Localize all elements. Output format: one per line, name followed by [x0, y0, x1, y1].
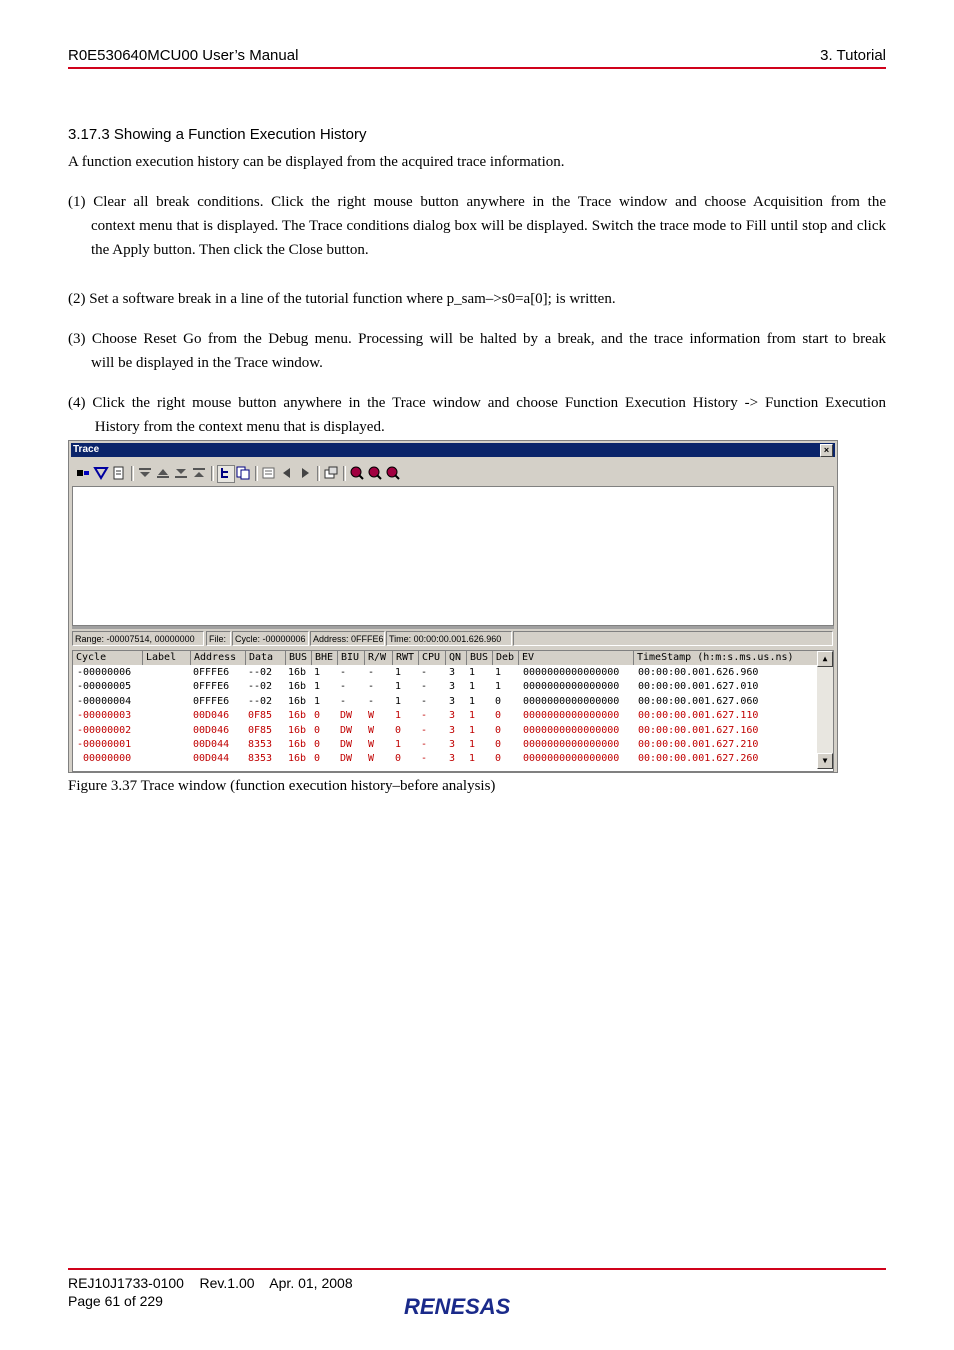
table-cell: 0F85 — [248, 710, 273, 722]
table-cell: 1 — [314, 667, 321, 678]
trace-title: Trace — [73, 444, 100, 455]
table-cell: 16b — [288, 739, 307, 750]
step-1-line1: (1) Clear all break conditions. Click the right mouse button anywhere in the Trace window and choose Acquisition from the — [68, 194, 886, 210]
table-cell: - — [421, 739, 428, 750]
table-cell: - — [421, 724, 428, 736]
section-title: 3.17.3 Showing a Function Execution History — [68, 126, 367, 143]
step-1 — [68, 190, 886, 262]
col-bus[interactable]: BUS — [286, 651, 312, 665]
table-cell: 00:00:00.001.627.160 — [638, 724, 759, 736]
table-cell: 0000000000000000 — [523, 739, 620, 750]
table-cell: 1 — [395, 739, 402, 750]
table-cell: W — [368, 710, 375, 722]
table-cell: 0 — [495, 724, 502, 736]
previous-icon[interactable] — [279, 465, 295, 481]
table-cell: - — [421, 667, 428, 678]
col-ev[interactable]: EV — [519, 651, 634, 665]
col-address[interactable]: Address — [191, 651, 246, 665]
trace-toolbar — [73, 463, 833, 485]
table-cell: 1 — [469, 695, 476, 707]
table-cell: 16b — [288, 681, 307, 693]
table-cell: 0000000000000000 — [523, 681, 620, 693]
table-cell: 16b — [288, 753, 307, 765]
col-biu[interactable]: BIU — [338, 651, 365, 665]
table-cell: 00:00:00.001.627.060 — [638, 695, 759, 707]
table-cell: 3 — [449, 681, 456, 693]
document-icon[interactable] — [111, 465, 127, 481]
table-cell: 8353 — [248, 739, 273, 750]
step-3-rest: will be displayed in the Trace window. — [91, 355, 323, 371]
renesas-logo — [404, 1290, 552, 1320]
step-2-line1: (2) Set a software break in a line of the tutorial function where p_sam–>s0=a[0]; is written. — [68, 291, 616, 307]
table-cell: - — [421, 710, 428, 722]
col-bhe[interactable]: BHE — [312, 651, 338, 665]
table-cell: 0F85 — [248, 724, 273, 736]
footer-rule — [68, 1268, 886, 1270]
table-cell: 1 — [469, 739, 476, 750]
table-cell: - — [368, 681, 375, 693]
table-row[interactable] — [73, 666, 818, 680]
table-cell: 0 — [314, 753, 321, 765]
search-next-icon[interactable] — [385, 465, 401, 481]
table-cell: 0 — [314, 724, 321, 736]
expand-all-icon[interactable] — [155, 465, 171, 481]
table-cell: 0FFFE6 — [193, 695, 230, 707]
function-history-pane[interactable] — [72, 486, 834, 626]
toolbar-separator — [211, 466, 214, 481]
table-cell: 1 — [495, 681, 502, 693]
table-cell: 00D044 — [193, 753, 230, 765]
col-cycle[interactable]: Cycle — [73, 651, 143, 665]
table-cell: 16b — [288, 667, 307, 678]
table-cell: W — [368, 724, 375, 736]
collapse-icon[interactable] — [173, 465, 189, 481]
table-cell: - — [340, 681, 347, 693]
table-cell: 00D046 — [193, 710, 230, 722]
intro-paragraph: A function execution history can be displayed from the acquired trace information. — [68, 154, 565, 170]
table-header — [73, 651, 818, 665]
table-cell: W — [368, 753, 375, 765]
status-file: File: — [206, 631, 231, 646]
table-cell: 1 — [395, 681, 402, 693]
table-cell: 0 — [395, 724, 402, 736]
table-cell: 3 — [449, 724, 456, 736]
collapse-all-icon[interactable] — [137, 465, 153, 481]
col-rw[interactable]: R/W — [365, 651, 393, 665]
table-cell: 3 — [449, 710, 456, 722]
trace-titlebar — [71, 443, 835, 457]
table-cell: 0 — [395, 753, 402, 765]
stop-icon[interactable] — [75, 465, 91, 481]
table-cell: 0 — [314, 739, 321, 750]
table-cell: DW — [340, 753, 353, 765]
step-2 — [68, 287, 886, 311]
table-cell: - — [368, 667, 375, 678]
table-cell: 0FFFE6 — [193, 681, 230, 693]
table-cell: DW — [340, 724, 353, 736]
table-cell: - — [340, 695, 347, 707]
table-cell: 00:00:00.001.627.260 — [638, 753, 759, 765]
table-cell: 0000000000000000 — [523, 753, 620, 765]
search-prev-icon[interactable] — [367, 465, 383, 481]
trace-window — [68, 440, 838, 773]
status-empty — [513, 631, 833, 646]
status-time: Time: 00:00:00.001.626.960 — [386, 631, 512, 646]
expand-icon[interactable] — [191, 465, 207, 481]
svg-text:RENESAS: RENESAS — [404, 1294, 511, 1319]
trace-status-bar — [72, 630, 834, 647]
figure-caption: Figure 3.37 Trace window (function execution history–before analysis) — [68, 778, 496, 794]
table-row[interactable] — [73, 709, 818, 723]
status-range: Range: -00007514, 00000000 — [72, 631, 204, 646]
table-cell: 00:00:00.001.627.010 — [638, 681, 759, 693]
table-cell: 0FFFE6 — [193, 667, 230, 678]
table-cell: - — [421, 695, 428, 707]
col-bus2[interactable]: BUS — [467, 651, 493, 665]
footer-doc-info: REJ10J1733-0100 Rev.1.00 Apr. 01, 2008 — [68, 1275, 353, 1291]
table-cell: 0 — [495, 739, 502, 750]
table-row[interactable] — [73, 724, 818, 738]
tree-view-icon[interactable] — [217, 465, 235, 483]
table-cell: W — [368, 739, 375, 750]
table-cell: 0000000000000000 — [523, 667, 620, 678]
table-row[interactable] — [73, 738, 818, 752]
table-cell: -00000005 — [77, 681, 132, 693]
list-icon[interactable] — [261, 465, 277, 481]
table-cell: -00000001 — [77, 739, 132, 750]
step-1-rest: context menu that is displayed. The Trace conditions dialog box will be displayed. Switch the trace mode to Fill until stop and click the Apply button. Then click the Close button. — [91, 218, 886, 258]
table-cell: 1 — [469, 710, 476, 722]
table-cell: 1 — [469, 681, 476, 693]
col-qn[interactable]: QN — [446, 651, 467, 665]
step-4-line1: (4) Click the right mouse button anywhere in the Trace window and choose Function Execution History -> Function Execution — [68, 395, 886, 411]
toolbar-separator — [131, 466, 134, 481]
table-cell: 0 — [314, 710, 321, 722]
toolbar-separator — [343, 466, 346, 481]
page-header — [68, 47, 886, 69]
status-address: Address: 0FFFE6 — [310, 631, 385, 646]
table-cell: 16b — [288, 695, 307, 707]
table-cell: 00:00:00.001.627.210 — [638, 739, 759, 750]
table-cell: 0000000000000000 — [523, 710, 620, 722]
table-cell: 3 — [449, 695, 456, 707]
table-cell: - — [421, 753, 428, 765]
footer-page: Page 61 of 229 — [68, 1293, 163, 1309]
table-cell: 1 — [395, 695, 402, 707]
table-cell: 1 — [314, 681, 321, 693]
step-3 — [68, 327, 886, 375]
table-cell: 00D044 — [193, 739, 230, 750]
table-cell: 8353 — [248, 753, 273, 765]
properties-icon[interactable] — [323, 465, 339, 481]
table-cell: - — [340, 667, 347, 678]
toolbar-separator — [317, 466, 320, 481]
table-cell: 3 — [449, 667, 456, 678]
table-cell: 1 — [469, 667, 476, 678]
table-row[interactable] — [73, 752, 818, 766]
scroll-down-icon[interactable]: ▼ — [817, 753, 833, 769]
table-cell: 1 — [314, 695, 321, 707]
table-cell: 16b — [288, 710, 307, 722]
table-cell: DW — [340, 739, 353, 750]
col-label[interactable]: Label — [143, 651, 191, 665]
table-cell: 1 — [495, 667, 502, 678]
table-cell: DW — [340, 710, 353, 722]
step-3-line1: (3) Choose Reset Go from the Debug menu. Processing will be halted by a break, and the trace information from start to break — [68, 331, 886, 347]
table-row[interactable] — [73, 695, 818, 709]
table-cell: --02 — [248, 681, 273, 693]
pane-splitter[interactable] — [72, 626, 834, 629]
col-data[interactable]: Data — [246, 651, 286, 665]
table-cell: 0 — [495, 710, 502, 722]
col-cpu[interactable]: CPU — [419, 651, 446, 665]
col-deb[interactable]: Deb — [493, 651, 519, 665]
table-cell: 1 — [469, 753, 476, 765]
search-icon[interactable] — [349, 465, 365, 481]
table-cell: 1 — [395, 667, 402, 678]
filter-icon[interactable] — [93, 465, 109, 481]
table-cell: 00D046 — [193, 724, 230, 736]
step-4 — [68, 391, 886, 439]
table-cell: 3 — [449, 739, 456, 750]
table-cell: -00000003 — [77, 710, 132, 722]
col-timestamp[interactable]: TimeStamp (h:m:s.ms.us.ns) — [634, 651, 818, 665]
source-view-icon[interactable] — [235, 465, 251, 481]
close-icon[interactable]: × — [820, 444, 833, 457]
table-cell: - — [421, 681, 428, 693]
trace-table[interactable] — [72, 650, 834, 772]
table-row[interactable] — [73, 680, 818, 694]
step-4-rest: History from the context menu that is displayed. — [91, 419, 385, 435]
vertical-scrollbar[interactable] — [817, 651, 833, 769]
table-cell: 3 — [449, 753, 456, 765]
table-cell: 00:00:00.001.626.960 — [638, 667, 759, 678]
scroll-up-icon[interactable]: ▲ — [817, 651, 833, 667]
table-cell: -00000002 — [77, 724, 132, 736]
table-cell: 16b — [288, 724, 307, 736]
table-cell: 0000000000000000 — [523, 695, 620, 707]
table-cell: -00000004 — [77, 695, 132, 707]
next-icon[interactable] — [297, 465, 313, 481]
toolbar-separator — [255, 466, 258, 481]
chapter-title: 3. Tutorial — [820, 47, 886, 64]
table-cell: 0 — [495, 695, 502, 707]
table-cell: 0 — [495, 753, 502, 765]
table-cell: 0000000000000000 — [523, 724, 620, 736]
table-cell: 00000000 — [83, 753, 132, 765]
table-cell: 1 — [395, 710, 402, 722]
table-cell: 1 — [469, 724, 476, 736]
table-cell: --02 — [248, 667, 273, 678]
status-cycle: Cycle: -00000006 — [232, 631, 309, 646]
table-cell: --02 — [248, 695, 273, 707]
col-rwt[interactable]: RWT — [393, 651, 419, 665]
manual-title: R0E530640MCU00 User’s Manual — [68, 47, 299, 64]
table-cell: -00000006 — [77, 667, 132, 678]
table-cell: 00:00:00.001.627.110 — [638, 710, 759, 722]
table-cell: - — [368, 695, 375, 707]
